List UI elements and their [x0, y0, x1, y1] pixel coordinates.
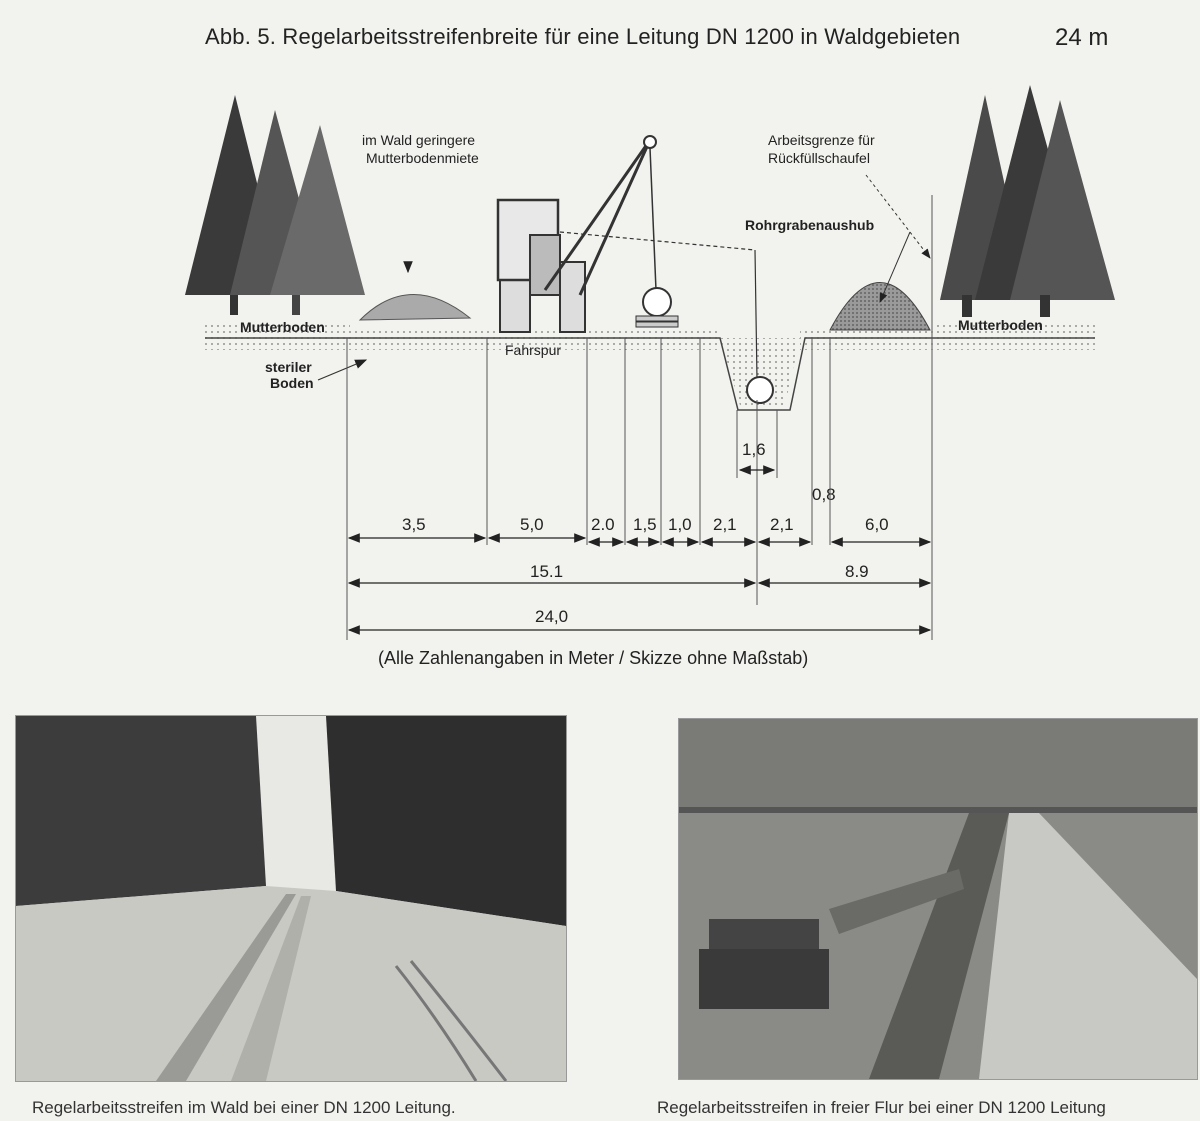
- total-width-label: 24 m: [1055, 24, 1109, 51]
- units-note: (Alle Zahlenangaben in Meter / Skizze ohne Maßstab): [378, 648, 809, 668]
- dim-overall: 24,0: [535, 607, 569, 626]
- track-label: Fahrspur: [505, 342, 562, 358]
- photo-open-field: [678, 718, 1198, 1080]
- segment-arrows: [349, 538, 930, 630]
- dim-segment-label: 1,0: [668, 515, 692, 534]
- subsoil-label: steriler: [265, 359, 312, 375]
- dim-segment-label: 1,5: [633, 515, 657, 534]
- photo-open-field-caption: Regelarbeitsstreifen in freier Flur bei einer DN 1200 Leitung: [657, 1098, 1106, 1117]
- pipe-in-trench: [747, 377, 773, 403]
- dim-segment-label: 2,1: [713, 515, 737, 534]
- excavation-heap: [830, 283, 930, 331]
- tree-group-left: [185, 95, 365, 315]
- work-limit-label: Rückfüllschaufel: [768, 150, 870, 166]
- topsoil-label-right: Mutterboden: [958, 317, 1043, 333]
- pipe-on-sleepers: [636, 288, 678, 327]
- photo-forest: [15, 715, 567, 1082]
- dim-segment-label: 5,0: [520, 515, 544, 534]
- pipe-diameter-label: 1,6: [742, 440, 766, 459]
- topsoil-label-left: Mutterboden: [240, 319, 325, 335]
- tree-group-right: [940, 85, 1115, 317]
- dim-segment-label: 2.0: [591, 515, 615, 534]
- excavation-label: Rohrgrabenaushub: [745, 217, 875, 233]
- dim-segment-label: 2,1: [770, 515, 794, 534]
- ground-profile: [205, 322, 1095, 410]
- topsoil-heap: [360, 294, 470, 320]
- subsoil-label: Boden: [270, 375, 314, 391]
- photo-forest-caption: Regelarbeitsstreifen im Wald bei einer DN 1200 Leitung.: [32, 1098, 456, 1117]
- gap-label: 0,8: [812, 485, 836, 504]
- work-limit-label: Arbeitsgrenze für: [768, 132, 875, 148]
- figure-title: Abb. 5. Regelarbeitsstreifenbreite für eine Leitung DN 1200 in Waldgebieten: [205, 24, 961, 49]
- dim-left-total: 15.1: [530, 562, 564, 581]
- dim-segment-label: 3,5: [402, 515, 426, 534]
- dim-segment-label: 6,0: [865, 515, 889, 534]
- dim-right-total: 8.9: [845, 562, 869, 581]
- topsoil-heap-note: im Wald geringere: [362, 132, 476, 148]
- topsoil-heap-note: Mutterbodenmiete: [366, 150, 479, 166]
